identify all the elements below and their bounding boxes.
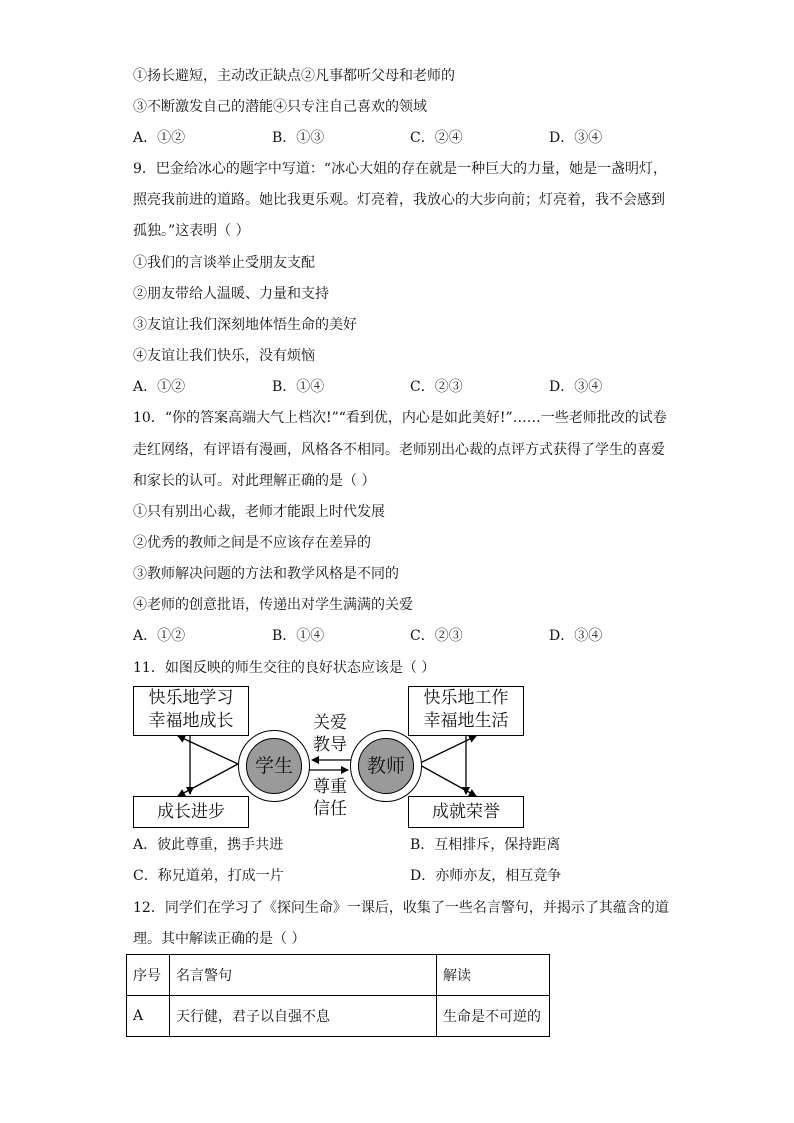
q10-item-4: ④老师的创意批语，传递出对学生满满的关爱 — [133, 597, 413, 613]
student-circle — [238, 730, 310, 802]
q9-stem-line-2: 照亮我前进的道路。她比我更乐观。灯亮着，我放心的大步向前；灯亮着，我不会感到 — [133, 192, 665, 208]
guidance-label: 教导 — [313, 735, 347, 755]
q12-table — [126, 954, 550, 1037]
header-interpretation: 解读 — [437, 955, 550, 996]
q10-stem-line-1: 10．“你的答案高端大气上档次!”“看到优，内心是如此美好!”……一些老师批改的试卷 — [133, 410, 667, 426]
q9-option-a[interactable]: A．①② — [133, 379, 186, 395]
arrow-right-down — [418, 764, 476, 796]
q10-options — [133, 626, 653, 646]
arrow-left-down — [178, 764, 238, 796]
q10-option-a[interactable]: A．①② — [133, 628, 186, 644]
q8-item-3-4: ③不断激发自己的潜能④只专注自己喜欢的领域 — [133, 99, 427, 115]
header-number: 序号 — [127, 955, 170, 996]
q9-item-3: ③友谊让我们深刻地体悟生命的美好 — [133, 317, 357, 333]
teacher-student-diagram — [130, 684, 530, 832]
care-guidance-label — [308, 712, 352, 756]
table-header-row — [127, 955, 550, 996]
q9-item-1: ①我们的言谈举止受朋友支配 — [133, 255, 315, 271]
student-goal-box — [133, 686, 249, 736]
q9-item-2: ②朋友带给人温暖、力量和支持 — [133, 286, 329, 302]
q9-option-b[interactable]: B．①④ — [272, 379, 325, 395]
q10-item-1: ①只有别出心裁，老师才能跟上时代发展 — [133, 504, 385, 520]
student-label: 学生 — [246, 738, 302, 794]
q8-option-b[interactable]: B．①③ — [272, 130, 325, 146]
q8-option-a[interactable]: A．①② — [133, 130, 186, 146]
q10-stem-line-2: 走红网络，有评语有漫画，风格各不相同。老师别出心裁的点评方式获得了学生的喜爱 — [133, 442, 665, 458]
q9-stem-line-1: 9．巴金给冰心的题字中写道：“冰心大姐的存在就是一种巨大的力量，她是一盏明灯， — [133, 161, 668, 177]
table-row — [127, 996, 550, 1037]
teacher-circle — [350, 730, 422, 802]
teacher-goal-line-1: 快乐地工作 — [423, 688, 509, 708]
q8-option-c[interactable]: C．②④ — [410, 130, 463, 146]
q10-item-2: ②优秀的教师之间是不应该存在差异的 — [133, 535, 371, 551]
row-a-number: A — [127, 996, 170, 1037]
row-a-interpretation: 生命是不可逆的 — [437, 996, 550, 1037]
student-goal-line-2: 幸福地成长 — [148, 711, 234, 731]
q10-option-d[interactable]: D．③④ — [549, 628, 603, 644]
arrow-right-up — [418, 736, 476, 764]
q8-item-1-2: ①扬长避短，主动改正缺点②凡事都听父母和老师的 — [133, 68, 455, 84]
student-growth-box: 成长进步 — [133, 796, 249, 828]
q9-stem-line-3: 孤独。”这表明（ ） — [133, 223, 250, 239]
q11-options-row-1 — [133, 835, 653, 855]
teacher-label: 教师 — [358, 738, 414, 794]
q11-option-a[interactable]: A．彼此尊重，携手共进 — [133, 837, 284, 853]
q8-options — [133, 128, 653, 148]
q11-option-c[interactable]: C．称兄道弟，打成一片 — [133, 868, 284, 884]
arrow-left-up — [178, 736, 238, 764]
header-quote: 名言警句 — [170, 955, 437, 996]
q8-option-d[interactable]: D．③④ — [549, 130, 603, 146]
respect-label: 尊重 — [313, 777, 347, 797]
q10-option-c[interactable]: C．②③ — [410, 628, 463, 644]
care-label: 关爱 — [313, 713, 347, 733]
q11-options-row-2 — [133, 866, 653, 886]
q11-stem: 11．如图反映的师生交往的良好状态应该是（ ） — [133, 660, 436, 676]
q9-options — [133, 377, 653, 397]
student-goal-line-1: 快乐地学习 — [148, 688, 234, 708]
q9-item-4: ④友谊让我们快乐，没有烦恼 — [133, 348, 315, 364]
q10-option-b[interactable]: B．①④ — [272, 628, 325, 644]
row-a-quote: 天行健，君子以自强不息 — [170, 996, 437, 1037]
q9-option-c[interactable]: C．②③ — [410, 379, 463, 395]
teacher-honor-box: 成就荣誉 — [408, 796, 524, 828]
q9-option-d[interactable]: D．③④ — [549, 379, 603, 395]
teacher-goal-line-2: 幸福地生活 — [423, 711, 509, 731]
q12-stem-line-2: 理。其中解读正确的是（ ） — [133, 931, 306, 947]
q12-stem-line-1: 12．同学们在学习了《探问生命》一课后，收集了一些名言警句，并揭示了其蕴含的道 — [133, 900, 669, 916]
teacher-goal-box — [408, 686, 524, 736]
q10-stem-line-3: 和家长的认可。对此理解正确的是（ ） — [133, 473, 376, 489]
q10-item-3: ③教师解决问题的方法和教学风格是不同的 — [133, 566, 399, 582]
q11-option-b[interactable]: B．互相排斥，保持距离 — [410, 837, 561, 853]
trust-label: 信任 — [313, 799, 347, 819]
respect-trust-label — [308, 776, 352, 820]
q11-option-d[interactable]: D．亦师亦友，相互竞争 — [410, 868, 562, 884]
